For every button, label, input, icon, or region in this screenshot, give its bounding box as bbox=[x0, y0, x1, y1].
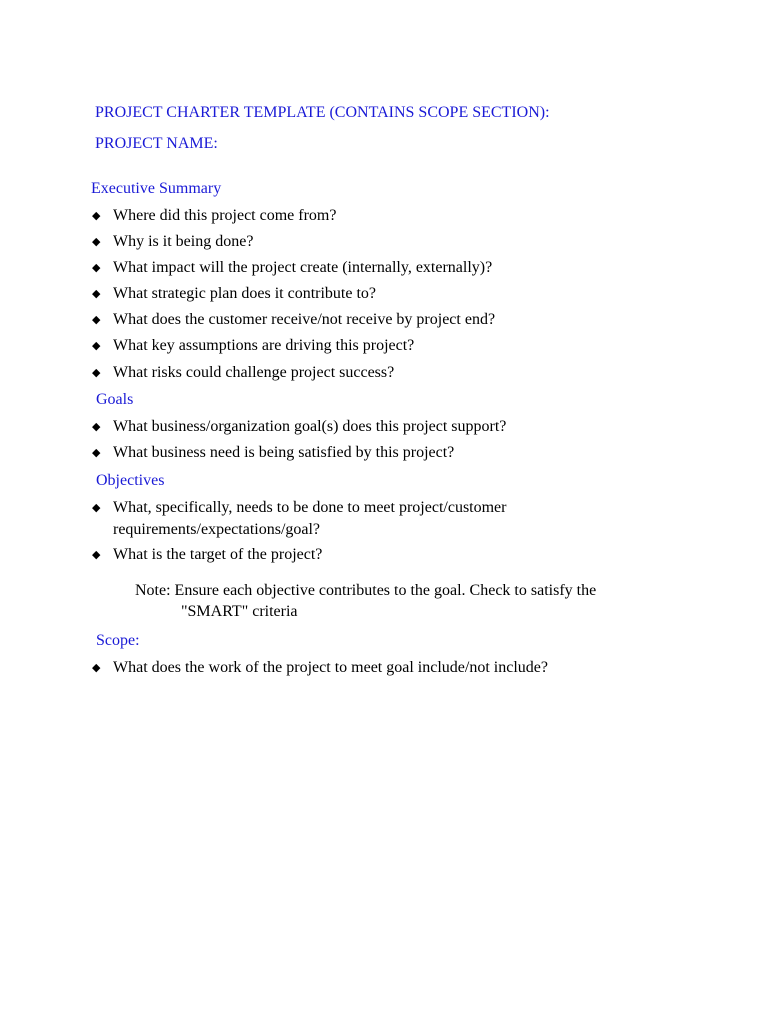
goals-heading: Goals bbox=[96, 391, 134, 408]
diamond-bullet-icon: ◆ bbox=[92, 447, 101, 459]
list-item bbox=[92, 497, 562, 541]
list-item bbox=[92, 362, 712, 384]
list-item-text: What key assumptions are driving this project? bbox=[113, 337, 415, 354]
diamond-bullet-icon: ◆ bbox=[92, 662, 101, 674]
list-item-text: What, specifically, needs to be done to meet project/customer requirements/expectations/goal? bbox=[113, 499, 507, 538]
project-name-label: PROJECT NAME: bbox=[95, 135, 218, 152]
list-item bbox=[92, 231, 712, 253]
list-item-text: What does the work of the project to meet goal include/not include? bbox=[113, 659, 548, 676]
diamond-bullet-icon: ◆ bbox=[92, 549, 101, 561]
scope-heading: Scope: bbox=[96, 632, 140, 649]
list-item bbox=[92, 442, 712, 464]
list-item bbox=[92, 309, 712, 331]
list-item-text: What does the customer receive/not receive by project end? bbox=[113, 311, 496, 328]
diamond-bullet-icon: ◆ bbox=[92, 421, 101, 433]
list-item bbox=[92, 657, 712, 679]
diamond-bullet-icon: ◆ bbox=[92, 367, 101, 379]
list-item-text: What impact will the project create (internally, externally)? bbox=[113, 259, 493, 276]
diamond-bullet-icon: ◆ bbox=[92, 340, 101, 352]
list-item bbox=[92, 257, 712, 279]
diamond-bullet-icon: ◆ bbox=[92, 210, 101, 222]
diamond-bullet-icon: ◆ bbox=[92, 262, 101, 274]
list-item-text: What is the target of the project? bbox=[113, 546, 323, 563]
list-item-text: Where did this project come from? bbox=[113, 207, 337, 224]
diamond-bullet-icon: ◆ bbox=[92, 314, 101, 326]
list-item bbox=[92, 416, 712, 438]
note-line-1: Note: Ensure each objective contributes to the goal. Check to satisfy the bbox=[135, 582, 597, 599]
diamond-bullet-icon: ◆ bbox=[92, 236, 101, 248]
objectives-heading: Objectives bbox=[96, 472, 165, 489]
document-title: PROJECT CHARTER TEMPLATE (CONTAINS SCOPE SECTION): bbox=[95, 104, 550, 121]
list-item-text: What business/organization goal(s) does this project support? bbox=[113, 418, 507, 435]
list-item bbox=[92, 283, 712, 305]
diamond-bullet-icon: ◆ bbox=[92, 502, 101, 514]
list-item-text: What strategic plan does it contribute to? bbox=[113, 285, 377, 302]
list-item-text: What risks could challenge project success? bbox=[113, 364, 395, 381]
list-item-text: What business need is being satisfied by this project? bbox=[113, 444, 455, 461]
diamond-bullet-icon: ◆ bbox=[92, 288, 101, 300]
list-item bbox=[92, 205, 712, 227]
executive-summary-heading: Executive Summary bbox=[91, 180, 222, 197]
list-item bbox=[92, 544, 712, 566]
note-line-2: "SMART" criteria bbox=[181, 603, 298, 620]
list-item-text: Why is it being done? bbox=[113, 233, 254, 250]
smart-note bbox=[135, 580, 695, 622]
list-item bbox=[92, 335, 712, 357]
